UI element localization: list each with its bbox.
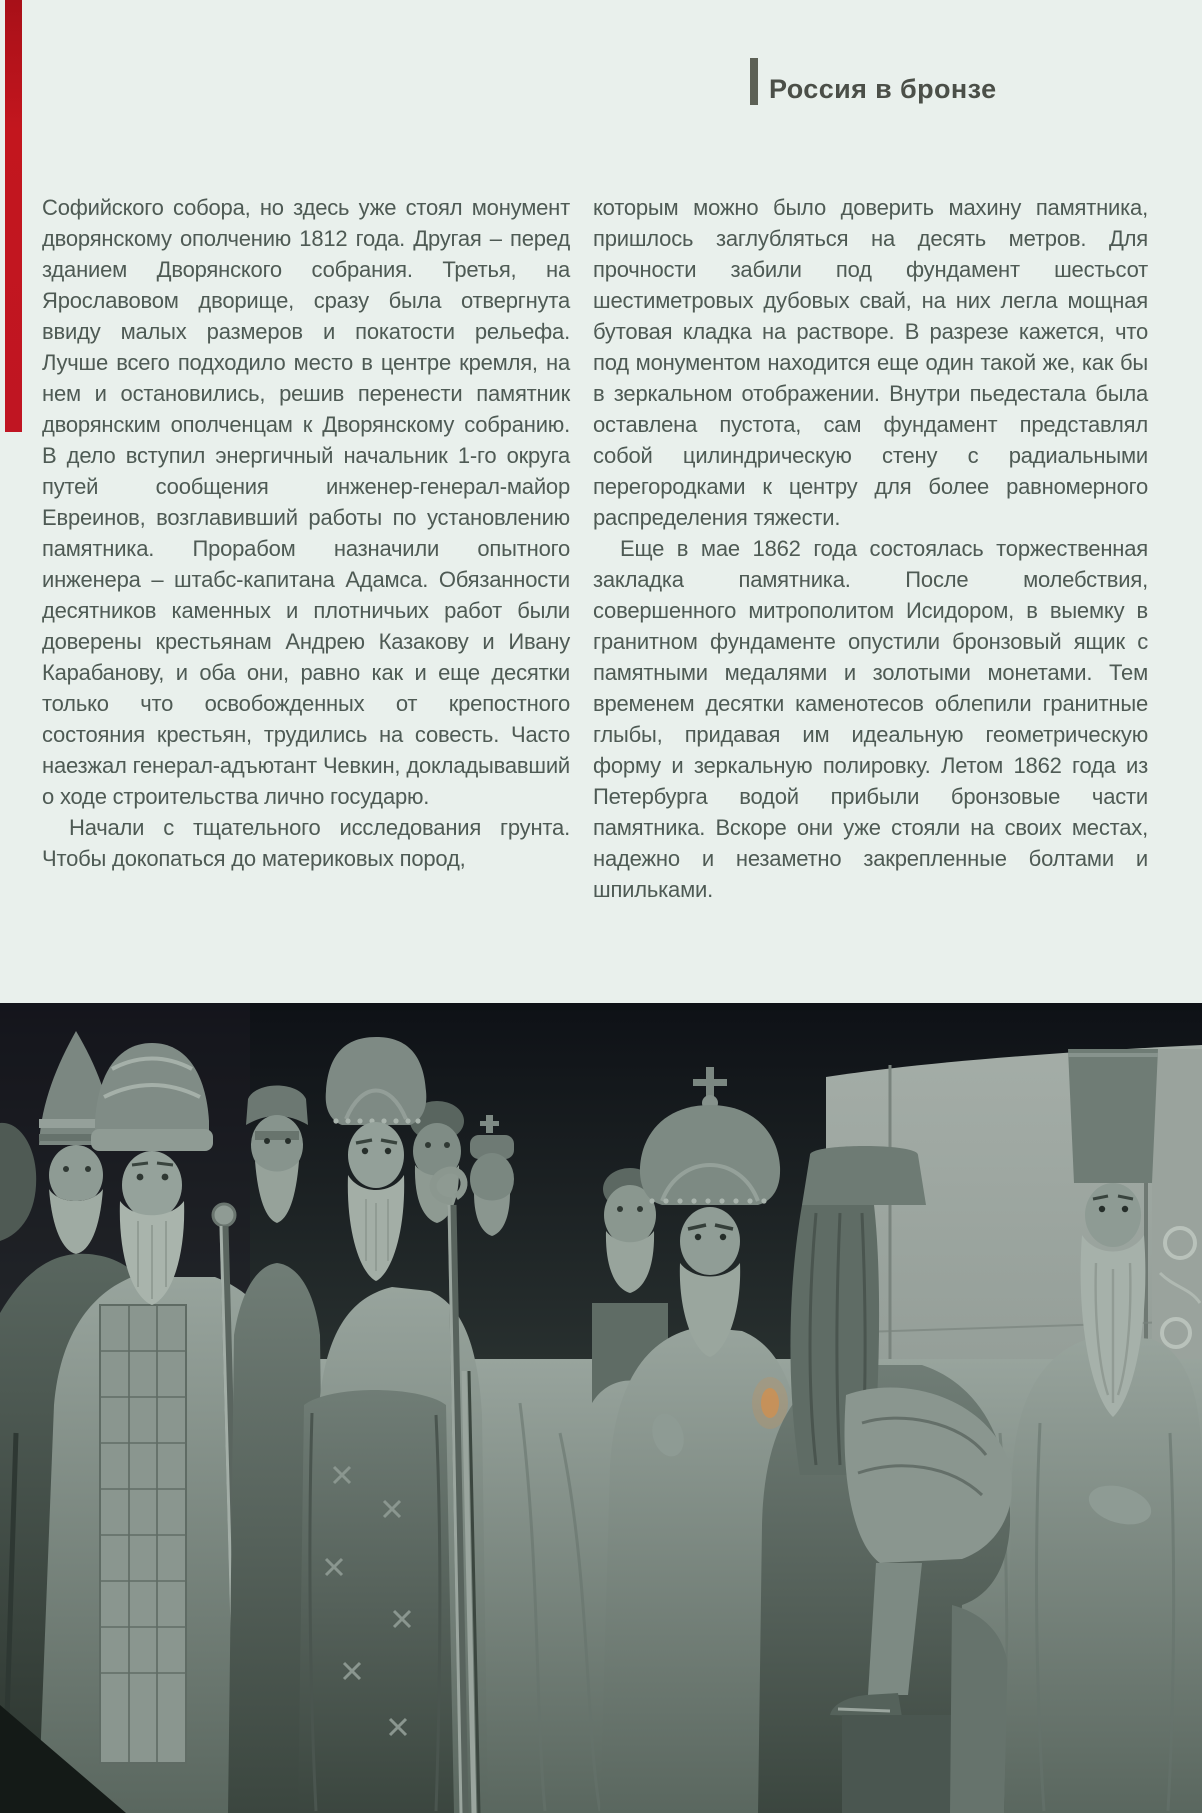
red-edge-stripe — [5, 0, 22, 432]
article-right-column — [593, 192, 1148, 905]
paragraph: Еще в мае 1862 года состоялась торжественная закладка памятника. После молебствия, совершенного митрополитом Исидором, в выемку в гранитном фундаменте опустили бронзовый ящик с памятными медалями и золотыми монетами. Тем временем десятки каменотесов облепили гранитные глыбы, придавая им идеальную геометрическую форму и зеркальную полировку. Летом 1862 года из Петербурга водой прибыли бронзовые части памятника. Вскоре они уже стояли на своих местах, надежно и незаметно закрепленные болтами и шпильками. — [593, 536, 1148, 902]
monument-photo — [0, 1003, 1202, 1813]
page-title: Россия в бронзе — [769, 74, 997, 104]
paragraph: которым можно было доверить махину памятника, пришлось заглубляться на десять метров. Для прочности забили под фундамент шестьсот шестиметровых дубовых свай, на них легла мощная бутовая кладка на растворе. В разрезе кажется, что под монументом находится еще один такой же, как бы в зеркальном отображении. Внутри пьедестала была оставлена пустота, сам фундамент представлял собой цилиндрическую стену с радиальными перегородками к центру для более равномерного распределения тяжести. — [593, 195, 1148, 530]
light-glint — [752, 1377, 788, 1429]
page-header — [750, 58, 997, 105]
paragraph: Софийского собора, но здесь уже стоял монумент дворянскому ополчению 1812 года. Другая – перед зданием Дворянского собрания. Третья, на Ярославовом дворище, сразу была отвергнута ввиду малых размеров и покатости рельефа. Лучше всего подходило место в центре кремля, на нем и остановились, решив перенести памятник дворянским ополченцам к Дворянскому собранию. В дело вступил энергичный начальник 1-го округа путей сообщения инженер-генерал-майор Евреинов, возглавивший работы по установлению памятника. Прорабом назначили опытного инженера – штабс-капитана Адамса. Обязанности десятников каменных и плотничьих работ были доверены крестьянам Андрею Казакову и Ивану Карабанову, и оба они, равно как и еще десятки только что освобожденных от крепостного состояния крестьян, трудились на совесть. Часто наезжал генерал-адъютант Чевкин, докладывавший о ходе строительства лично государю. — [42, 195, 570, 809]
article-left-column — [42, 192, 570, 874]
paragraph: Начали с тщательного исследования грунта. Чтобы докопаться до материковых пород, — [42, 815, 570, 871]
monument-photo-art — [0, 1003, 1202, 1813]
header-rule-bar — [750, 58, 758, 105]
